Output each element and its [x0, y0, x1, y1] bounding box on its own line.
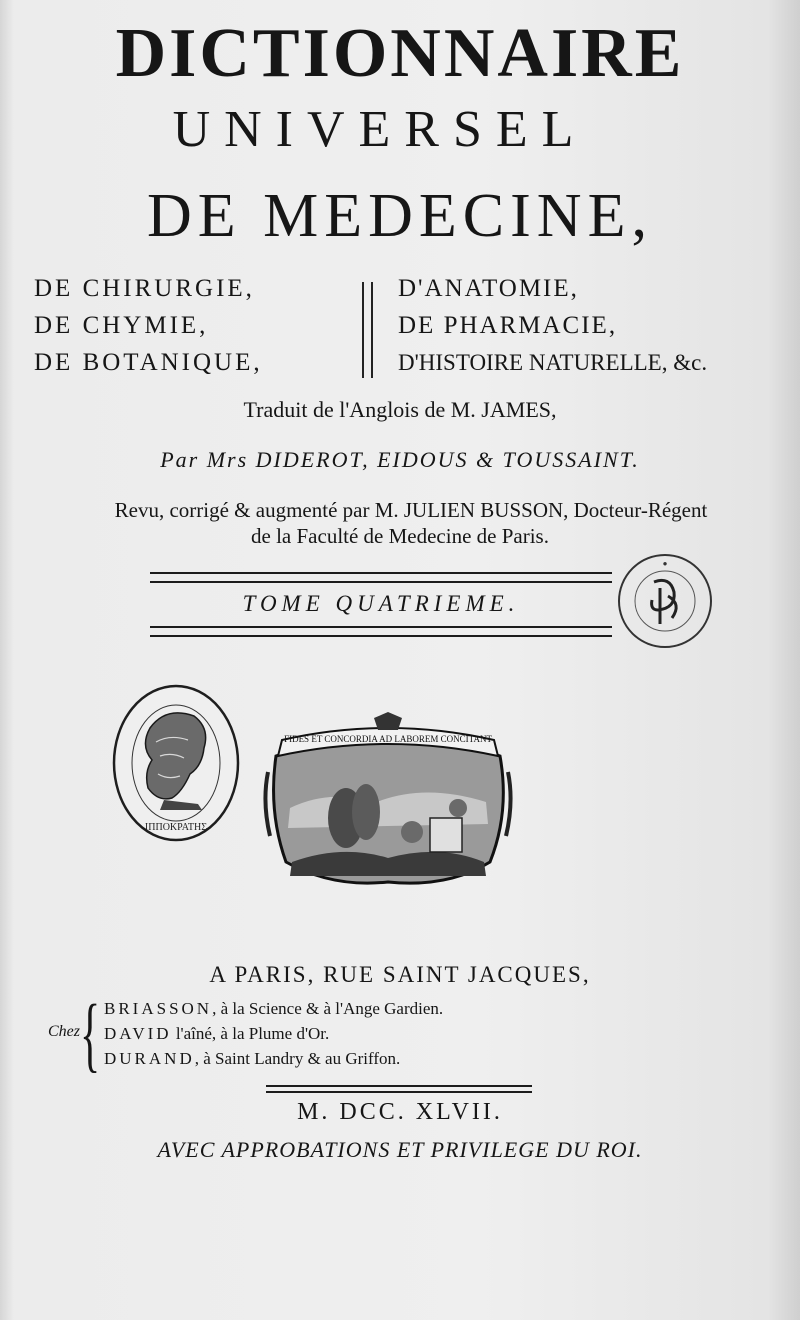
- publication-year: M. DCC. XLVII.: [297, 1099, 503, 1125]
- subject-right-3: D'HISTOIRE NATURELLE, &c.: [398, 350, 708, 375]
- imprint-city: A PARIS, RUE SAINT JACQUES,: [209, 962, 591, 987]
- subject-left-3: DE BOTANIQUE,: [34, 349, 263, 376]
- revision-line-1: Revu, corrigé & augmenté par M. JULIEN BUSSON, Docteur-Régent: [114, 498, 708, 522]
- subjects-divider: [362, 282, 373, 378]
- main-title-line-2: UNIVERSEL: [172, 101, 588, 158]
- subject-left-2: DE CHYMIE,: [34, 312, 209, 339]
- svg-text:ΙΠΠΟΚΡΑΤΗΣ: ΙΠΠΟΚΡΑΤΗΣ: [144, 822, 208, 833]
- subject-right-2: DE PHARMACIE,: [398, 312, 618, 339]
- main-title-line-3: DE MEDECINE,: [147, 182, 653, 250]
- volume-label: TOME QUATRIEME.: [242, 591, 520, 616]
- publisher-name: DURAND: [104, 1049, 195, 1068]
- imprint-chez: Chez: [48, 1023, 80, 1040]
- double-rule-top: [150, 572, 612, 583]
- svg-text:FIDES ET CONCORDIA AD LABOREM: FIDES ET CONCORDIA AD LABOREM CONCITANT: [284, 734, 492, 744]
- publisher-name: BRIASSON: [104, 999, 213, 1018]
- publisher-name: DAVID: [104, 1024, 172, 1043]
- privilege-line: AVEC APPROBATIONS ET PRIVILEGE DU ROI.: [157, 1137, 643, 1162]
- publisher-line-1: [104, 997, 443, 1021]
- revision-line-2: de la Faculté de Medecine de Paris.: [251, 524, 549, 548]
- imprint-rule: [266, 1085, 532, 1093]
- publisher-line-3: [104, 1047, 400, 1071]
- publisher-line-2: [104, 1022, 329, 1046]
- svg-text:●: ●: [662, 559, 668, 568]
- printer-vignette-icon: [262, 712, 514, 890]
- subject-right-1: D'ANATOMIE,: [398, 275, 579, 302]
- translators-line: Par Mrs DIDEROT, EIDOUS & TOUSSAINT.: [160, 447, 640, 472]
- main-title-line-1: DICTIONNAIRE: [115, 15, 685, 92]
- subject-left-1: DE CHIRURGIE,: [34, 275, 255, 302]
- double-rule-bottom: [150, 626, 612, 637]
- publisher-sign: l'aîné, à la Plume d'Or.: [171, 1024, 330, 1043]
- translation-line: Traduit de l'Anglois de M. JAMES,: [243, 397, 557, 422]
- publisher-sign: , à Saint Landry & au Griffon.: [194, 1049, 401, 1068]
- publisher-sign: , à la Science & à l'Ange Gardien.: [212, 999, 444, 1018]
- library-stamp-icon: [616, 552, 714, 650]
- publisher-brace: {: [80, 988, 101, 1081]
- school-stamp-icon: [110, 682, 242, 844]
